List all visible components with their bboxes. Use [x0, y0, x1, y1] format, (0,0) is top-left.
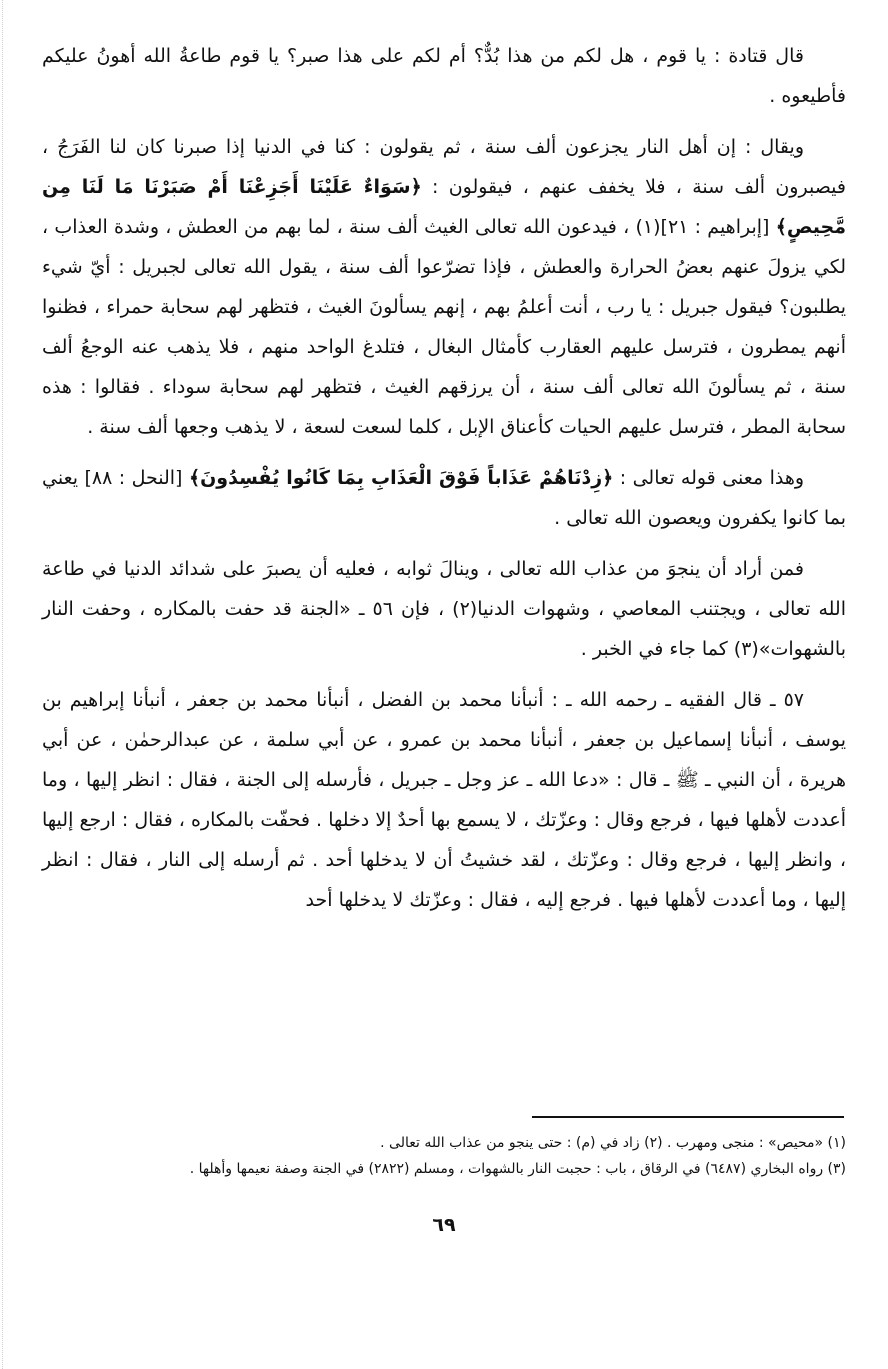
page-number: ٦٩ — [432, 1214, 456, 1236]
main-text — [42, 36, 846, 931]
paragraph-text: [إبراهيم : ٢١](١) ، فيدعون الله تعالى الغيث ألف سنة ، لما بهم من العطش ، وشدة العذاب ، لكي يزولَ عنهم بعضُ الحرارة والعطش ، فإذا تضرّعوا ألف سنة ، يقول الله تعالى لجبريل : أيّ شيء يطلبون؟ فيقول جبريل : يا رب ، أنت أعلمُ بهم ، إنهم يسألونَ الغيث ، فتظهر لهم سحابة حمراء ، فظنوا أنهم يمطرون ، فترسل عليهم العقارب كأمثال البغال ، فتلدغ الواحد منهم ، فلا يذهب عنه الوجعُ ألف سنة ، ثم يسألونَ الله تعالى ألف سنة ، أن يرزقهم الغيث ، فتظهر لهم سحابة سوداء . فقالوا : هذه سحابة المطر ، فترسل عليهم الحيات كأعناق الإبل ، كلما لسعت لسعة ، لا يذهب وجعها ألف سنة . — [42, 216, 846, 438]
scan-edge — [2, 0, 3, 1369]
paragraph-text: وهذا معنى قوله تعالى : — [619, 467, 805, 489]
footnote-3: (٣) رواه البخاري (٦٤٨٧) في الرقاق ، باب : حجبت النار بالشهوات ، ومسلم (٢٨٢٢) في الجنة وصفة نعيمها وأهلها . — [189, 1161, 846, 1177]
footnote-1-2: (١) «محيص» : منجى ومهرب . (٢) زاد في (م) : حتى ينجو من عذاب الله تعالى . — [380, 1135, 846, 1151]
quran-verse-nahl: ﴿زِدْنَاهُمْ عَذَاباً فَوْقَ الْعَذَابِ بِمَا كَانُوا يُفْسِدُونَ﴾ — [188, 467, 614, 489]
footnotes — [42, 1130, 846, 1182]
paragraph-text: ويقال : إن أهل النار يجزعون ألف سنة ، ثم يقولون : كنا في الدنيا إذا صبرنا كان لنا الفَرَجُ ، فيصبرون ألف سنة ، فلا يخفف عنهم ، فيقولون : — [42, 136, 846, 198]
paragraph-people-of-fire — [42, 127, 846, 447]
paragraph-patience: فمن أراد أن ينجوَ من عذاب الله تعالى ، وينالَ ثوابه ، فعليه أن يصبرَ على شدائد الدنيا في طاعة الله تعالى ، ويجتنب المعاصي ، وشهوات الدنيا(٢) ، فإن ٥٦ ـ «الجنة قد حفت بالمكاره ، وحفت النار بالشهوات»(٣) كما جاء في الخبر . — [42, 558, 846, 660]
paragraph-text: [النحل : ٨٨] يعني بما كانوا يكفرون ويعصون الله تعالى . — [42, 467, 846, 529]
paragraph-qatada: قال قتادة : يا قوم ، هل لكم من هذا بُدٌّ؟ أم لكم على هذا صبر؟ يا قوم طاعةُ الله أهونُ عليكم فأطيعوه . — [42, 45, 846, 107]
paragraph-hadith-57: ٥٧ ـ قال الفقيه ـ رحمه الله ـ : أنبأنا محمد بن الفضل ، أنبأنا محمد بن جعفر ، أنبأنا إبراهيم بن يوسف ، أنبأنا إسماعيل بن جعفر ، أنبأنا محمد بن عمرو ، عن أبي سلمة ، عن عبدالرحمٰن ، عن أبي هريرة ، أن النبي ـ ﷺ ـ قال : «دعا الله ـ عز وجل ـ جبريل ، فأرسله إلى الجنة ، فقال : انظر إليها ، وما أعددت لأهلها فيها ، فرجع وقال : وعزّتك ، لا يسمع بها أحدٌ إلا دخلها . فحفّت بالمكاره ، فقال : ارجع إليها ، وانظر إليها ، فرجع وقال : وعزّتك ، لقد خشيتُ أن لا يدخلها أحد . ثم أرسله إلى النار ، فقال : انظر إليها ، وما أعددت لأهلها فيها . فرجع إليه ، فقال : وعزّتك لا يدخلها أحد — [42, 689, 846, 911]
quran-verse-ibrahim: ﴿سَوَاءٌ عَلَيْنَا أَجَزِعْنَا أَمْ صَبَرْنَا مَا لَنَا مِن مَّحِيصٍ﴾ — [42, 176, 846, 238]
paragraph-meaning — [42, 458, 846, 538]
footnote-divider — [532, 1116, 844, 1118]
